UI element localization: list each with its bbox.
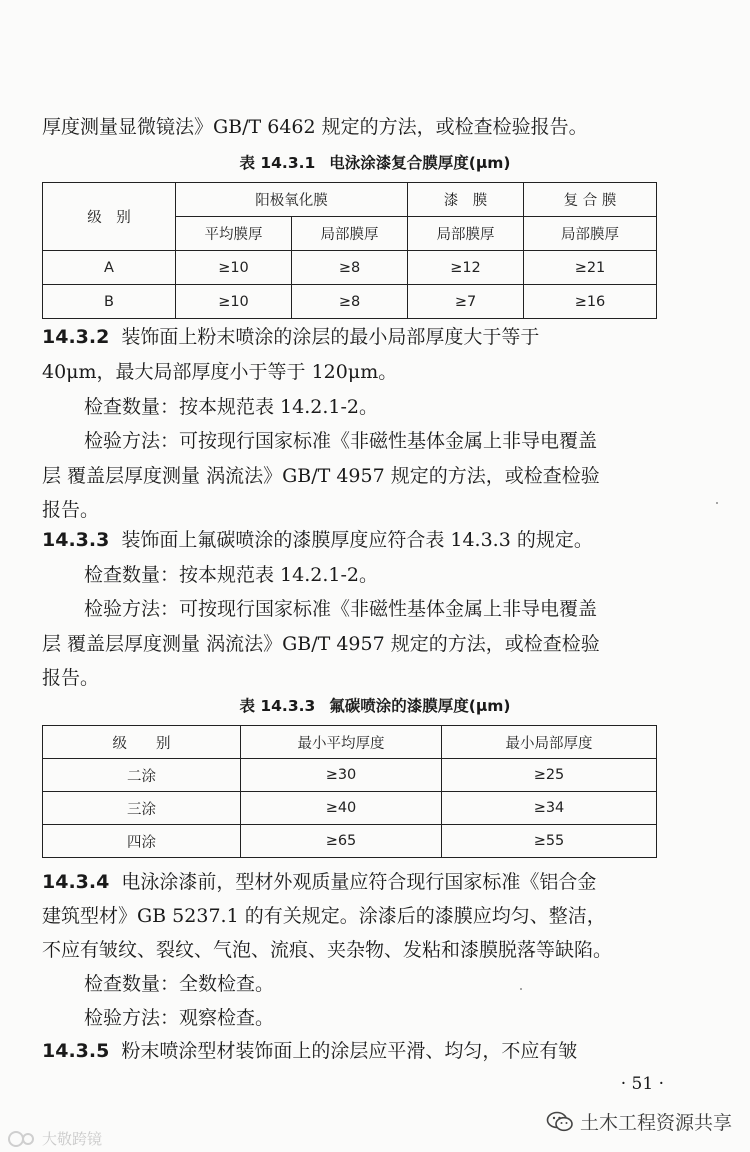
table-cell: ≥25 [442,759,657,792]
section-14-3-4-line2: 建筑型材》GB 5237.1 的有关规定。涂漆后的漆膜应均匀、整洁， [42,905,606,927]
table-cell: 二涂 [43,759,241,792]
watermark-left [8,1128,102,1149]
table-row [43,792,657,825]
table1-header-level: 级 别 [43,183,176,251]
section-text: 装饰面上氟碳喷涂的漆膜厚度应符合表 14.3.3 的规定。 [121,529,593,551]
table-cell: ≥21 [524,251,657,285]
table-cell: ≥8 [292,285,408,319]
section-14-3-2-line1 [42,328,710,347]
section-14-3-2-method-line1: 检验方法：可按现行国家标准《非磁性基体金属上非导电覆盖 [84,430,598,452]
watermark-right [546,1108,732,1135]
table-14-3-1 [42,182,657,319]
section-text: 装饰面上粉末喷涂的涂层的最小局部厚度大于等于 [121,326,540,348]
table-cell: ≥8 [292,251,408,285]
table1-subheader-avg: 平均膜厚 [176,217,292,251]
table-cell: ≥65 [241,825,442,858]
section-14-3-4-check-quantity: 检查数量：全数检查。 [84,973,275,995]
table1-caption [0,151,750,173]
page-number: · 51 · [620,1074,664,1094]
table-cell: ≥7 [408,285,524,319]
section-14-3-2-check-quantity: 检查数量：按本规范表 14.2.1-2。 [84,396,378,418]
section-14-3-3-method-line1: 检验方法：可按现行国家标准《非磁性基体金属上非导电覆盖 [84,598,598,620]
section-number: 14.3.3 [42,529,110,551]
section-14-3-3-method-line2: 层 覆盖层厚度测量 涡流法》GB/T 4957 规定的方法，或检查检验 [42,633,600,655]
section-14-3-3-method-line3: 报告。 [42,667,100,689]
table2-header-avg: 最小平均厚度 [241,726,442,759]
section-number: 14.3.2 [42,326,110,348]
table-row [43,759,657,792]
section-14-3-3-line1 [42,531,710,550]
section-14-3-5-line1 [42,1042,710,1061]
section-number: 14.3.4 [42,871,110,893]
table1-subheader-paint-local: 局部膜厚 [408,217,524,251]
table-cell: ≥40 [241,792,442,825]
watermark-logo-icon [8,1130,38,1148]
table-cell: 三涂 [43,792,241,825]
section-text: 粉末喷涂型材装饰面上的涂层应平滑、均匀，不应有皱 [121,1040,578,1062]
watermark-left-text: 大敬跨镜 [42,1130,103,1148]
section-text: 电泳涂漆前，型材外观质量应符合现行国家标准《铝合金 [121,871,597,893]
section-number: 14.3.5 [42,1040,110,1062]
table-cell: ≥12 [408,251,524,285]
table-cell: ≥34 [442,792,657,825]
table-cell: A [43,251,176,285]
table1-subheader-local: 局部膜厚 [292,217,408,251]
table-cell: ≥30 [241,759,442,792]
table1-header-composite: 复 合 膜 [524,183,657,217]
table-cell: ≥16 [524,285,657,319]
table-cell: ≥55 [442,825,657,858]
section-14-3-4-line1 [42,873,710,892]
section-14-3-2-method-line2: 层 覆盖层厚度测量 涡流法》GB/T 4957 规定的方法，或检查检验 [42,465,600,487]
table-row [43,285,657,319]
watermark-right-text: 土木工程资源共享 [579,1112,732,1134]
table-cell: B [43,285,176,319]
table2-caption [0,694,750,716]
table2-header-local: 最小局部厚度 [442,726,657,759]
scan-speck [520,988,522,990]
table-cell: ≥10 [176,251,292,285]
table-row [43,825,657,858]
table-14-3-3 [42,725,657,858]
wechat-icon [546,1110,574,1134]
table1-subheader-composite-local: 局部膜厚 [524,217,657,251]
paragraph-continuation: 厚度测量显微镜法》GB/T 6462 规定的方法，或检查检验报告。 [42,116,588,138]
table1-header-anodic: 阳极氧化膜 [176,183,408,217]
section-14-3-2-line2: 40μm，最大局部厚度小于等于 120μm。 [42,361,398,383]
section-14-3-4-line3: 不应有皱纹、裂纹、气泡、流痕、夹杂物、发粘和漆膜脱落等缺陷。 [42,939,613,961]
table2-caption-number: 表 14.3.3 [239,697,316,715]
table2-caption-title: 氟碳喷涂的漆膜厚度(μm) [329,697,511,715]
table1-caption-title: 电泳涂漆复合膜厚度(μm) [329,154,511,172]
table1-caption-number: 表 14.3.1 [239,154,316,172]
scan-speck [716,502,718,504]
table1-header-paint: 漆 膜 [408,183,524,217]
section-14-3-3-check-quantity: 检查数量：按本规范表 14.2.1-2。 [84,564,378,586]
section-14-3-2-method-line3: 报告。 [42,499,100,521]
table-cell: 四涂 [43,825,241,858]
section-14-3-4-method: 检验方法：观察检查。 [84,1007,275,1029]
table-cell: ≥10 [176,285,292,319]
table-row [43,251,657,285]
table2-header-level: 级 别 [43,726,241,759]
